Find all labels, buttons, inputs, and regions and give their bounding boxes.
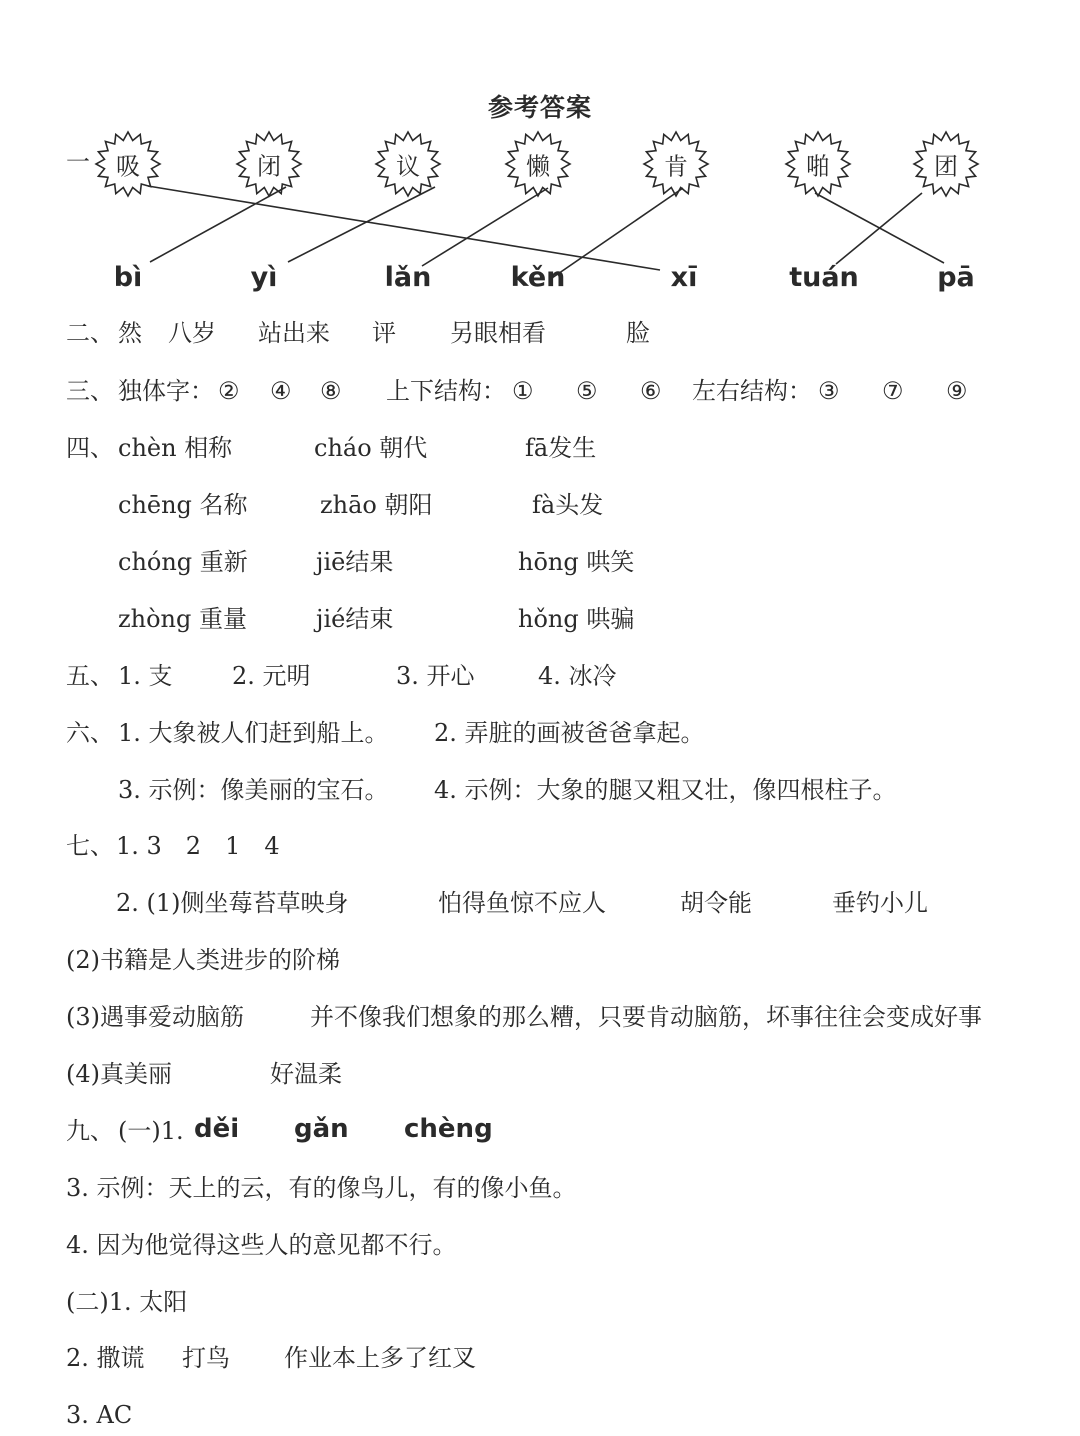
pinyin-gan: gǎn: [294, 1114, 349, 1144]
match-line-ken: [552, 188, 683, 278]
char-pa: 啪: [806, 152, 830, 181]
section-6-row-2: 3. 示例：像美丽的宝石。 4. 示例：大象的腿又粗又壮，像四根柱子。: [118, 776, 897, 804]
char-bi: 闭: [257, 152, 281, 181]
char-yi: 议: [396, 152, 420, 181]
section-7-row-1: 七、 1. 3 2 1 4: [66, 832, 280, 860]
pinyin-bi: bì: [113, 262, 143, 293]
section-9-q3: 3. 示例：天上的云，有的像鸟儿，有的像小鱼。: [66, 1174, 577, 1202]
section-9-part2-q2: 2. 撒谎 打鸟 作业本上多了红叉: [66, 1344, 476, 1372]
section-7-row-4: (3)遇事爱动脑筋 并不像我们想象的那么糟，只要肯动脑筋，坏事往往会变成好事: [66, 1003, 982, 1031]
section-9-part2-q3: 3. AC: [66, 1401, 133, 1429]
section-7-row-3: (2)书籍是人类进步的阶梯: [66, 946, 340, 974]
section-9-part2-q1: (二)1. 太阳: [66, 1288, 188, 1316]
section-5: 五、 1. 支 2. 元明 3. 开心 4. 冰冷: [66, 662, 617, 690]
section-3: 三、 独体字： ② ④ ⑧ 上下结构： ① ⑤ ⑥ 左右结构： ③ ⑦ ⑨: [66, 377, 968, 405]
match-line-tuan: [836, 193, 922, 264]
section-1-label: 一: [66, 148, 90, 176]
pinyin-lan: lǎn: [384, 262, 432, 293]
section-6-row-1: 六、 1. 大象被人们赶到船上。 2. 弄脏的画被爸爸拿起。: [66, 719, 705, 747]
pinyin-cheng: chèng: [404, 1114, 493, 1144]
section-7-row-5: (4)真美丽 好温柔: [66, 1060, 342, 1088]
section-9-row-1: 九、 (一)1.: [66, 1117, 184, 1145]
pinyin-pa: pā: [937, 262, 975, 293]
pinyin-ken: kěn: [510, 262, 566, 293]
match-line-lan: [422, 188, 548, 266]
pinyin-xi: xī: [670, 262, 698, 293]
section-4-row-3: chóng 重新 jiē结果 hōng 哄笑: [118, 548, 635, 576]
section-9-q4: 4. 因为他觉得这些人的意见都不行。: [66, 1231, 457, 1259]
match-line-yi: [288, 187, 435, 262]
char-tuan: 团: [934, 152, 958, 181]
char-ken: 肯: [664, 152, 688, 181]
char-xi: 吸: [116, 152, 140, 181]
section-2: 二、 然 八岁 站出来 评 另眼相看 脸: [66, 319, 650, 347]
section-4-row-1: 四、 chèn 相称 cháo 朝代 fā发生: [66, 434, 597, 462]
pinyin-dei: děi: [194, 1114, 240, 1144]
section-4-row-4: zhòng 重量 jié结束 hǒng 哄骗: [118, 605, 635, 633]
pinyin-yi: yì: [250, 262, 278, 293]
page-title: 参考答案: [487, 93, 592, 122]
section-4-row-2: chēng 名称 zhāo 朝阳 fà头发: [118, 491, 604, 519]
section-7-row-2: 2. (1)侧坐莓苔草映身 怕得鱼惊不应人 胡令能 垂钓小儿: [116, 889, 928, 917]
char-lan: 懒: [526, 152, 550, 181]
pinyin-tuan: tuán: [789, 262, 859, 293]
